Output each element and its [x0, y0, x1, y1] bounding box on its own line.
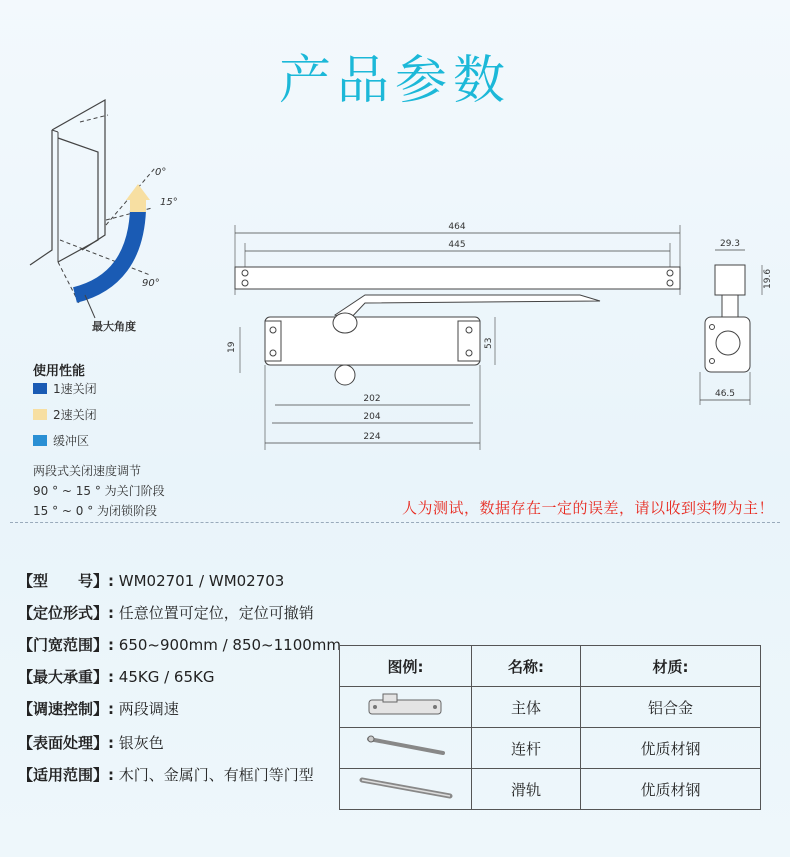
table-row [340, 687, 761, 728]
door-closer-body-icon [340, 687, 472, 728]
table-row [340, 728, 761, 769]
angle-0-label: 0° [155, 167, 167, 178]
door-angle-diagram [20, 90, 220, 340]
slide-rail-icon [340, 769, 472, 810]
table-row [340, 769, 761, 810]
front-view-drawing [220, 215, 690, 455]
table-header-row [340, 646, 761, 687]
legend-swatch [33, 435, 47, 446]
dim-29-3: 29.3 [719, 239, 741, 249]
legend-label: 1速关闭 [53, 382, 97, 396]
legend-swatch [33, 383, 47, 394]
header-material: 材质: [581, 646, 761, 687]
spec-model [18, 570, 284, 591]
spec-value: 木门、金属门、有框门等门型 [118, 766, 314, 784]
spec-surface [18, 732, 164, 753]
angle-15-label: 15° [160, 197, 178, 208]
spec-key: 【适用范围】: [18, 766, 114, 784]
spec-key: 【门宽范围】: [18, 636, 114, 654]
legend-item-speed1 [33, 380, 97, 397]
spec-max-load [18, 666, 214, 687]
spec-positioning [18, 602, 314, 623]
dim-19-6: 19.6 [763, 268, 773, 289]
dim-53: 53 [484, 337, 494, 349]
spec-value: 45KG / 65KG [118, 668, 215, 686]
max-angle-label: 最大角度 [92, 320, 136, 333]
legend-label: 缓冲区 [53, 434, 90, 448]
dim-445: 445 [448, 240, 466, 250]
spec-applicable [18, 764, 314, 785]
spec-key: 【表面处理】: [18, 734, 114, 752]
spec-value: 650~900mm / 850~1100mm [118, 636, 342, 654]
part-material: 铝合金 [581, 687, 761, 728]
spec-door-width [18, 634, 341, 655]
dim-46-5: 46.5 [714, 389, 736, 399]
side-view-drawing [690, 235, 780, 415]
parts-table [339, 645, 761, 810]
legend-swatch [33, 409, 47, 420]
dim-464: 464 [448, 222, 466, 232]
page-title: 产品参数 [278, 51, 511, 111]
dim-202: 202 [363, 394, 381, 404]
header-legend: 图例: [340, 646, 472, 687]
spec-key: 【最大承重】: [18, 668, 114, 686]
spec-value: 任意位置可定位，定位可撤销 [118, 604, 314, 622]
legend-item-speed2 [33, 406, 97, 423]
spec-value: WM02701 / WM02703 [118, 572, 285, 590]
part-name: 滑轨 [472, 769, 581, 810]
disclaimer-text: 人为测试，数据存在一定的误差，请以收到实物为主！ [401, 499, 774, 517]
part-material: 优质材钢 [581, 728, 761, 769]
spec-value: 银灰色 [118, 734, 164, 752]
part-material: 优质材钢 [581, 769, 761, 810]
dim-19: 19 [227, 341, 237, 353]
connecting-rod-icon [340, 728, 472, 769]
part-name: 连杆 [472, 728, 581, 769]
speed-note-latching: 15 ° ~ 0 ° 为闭锁阶段 [33, 504, 158, 518]
spec-key: 【调速控制】: [18, 700, 114, 718]
spec-key: 【定位形式】: [18, 604, 114, 622]
dim-224: 224 [363, 432, 381, 442]
legend-title: 使用性能 [33, 364, 86, 379]
part-name: 主体 [472, 687, 581, 728]
section-divider [10, 522, 780, 523]
spec-speed-control [18, 698, 179, 719]
spec-key: 【型 号】: [18, 572, 114, 590]
legend-label: 2速关闭 [53, 408, 97, 422]
header-name: 名称: [472, 646, 581, 687]
spec-value: 两段调速 [118, 700, 179, 718]
speed-note-closing: 90 ° ~ 15 ° 为关门阶段 [33, 484, 165, 498]
speed-note-title: 两段式关闭速度调节 [33, 464, 142, 478]
dim-204: 204 [363, 412, 381, 422]
angle-90-label: 90° [142, 278, 160, 289]
legend-item-buffer [33, 432, 89, 449]
